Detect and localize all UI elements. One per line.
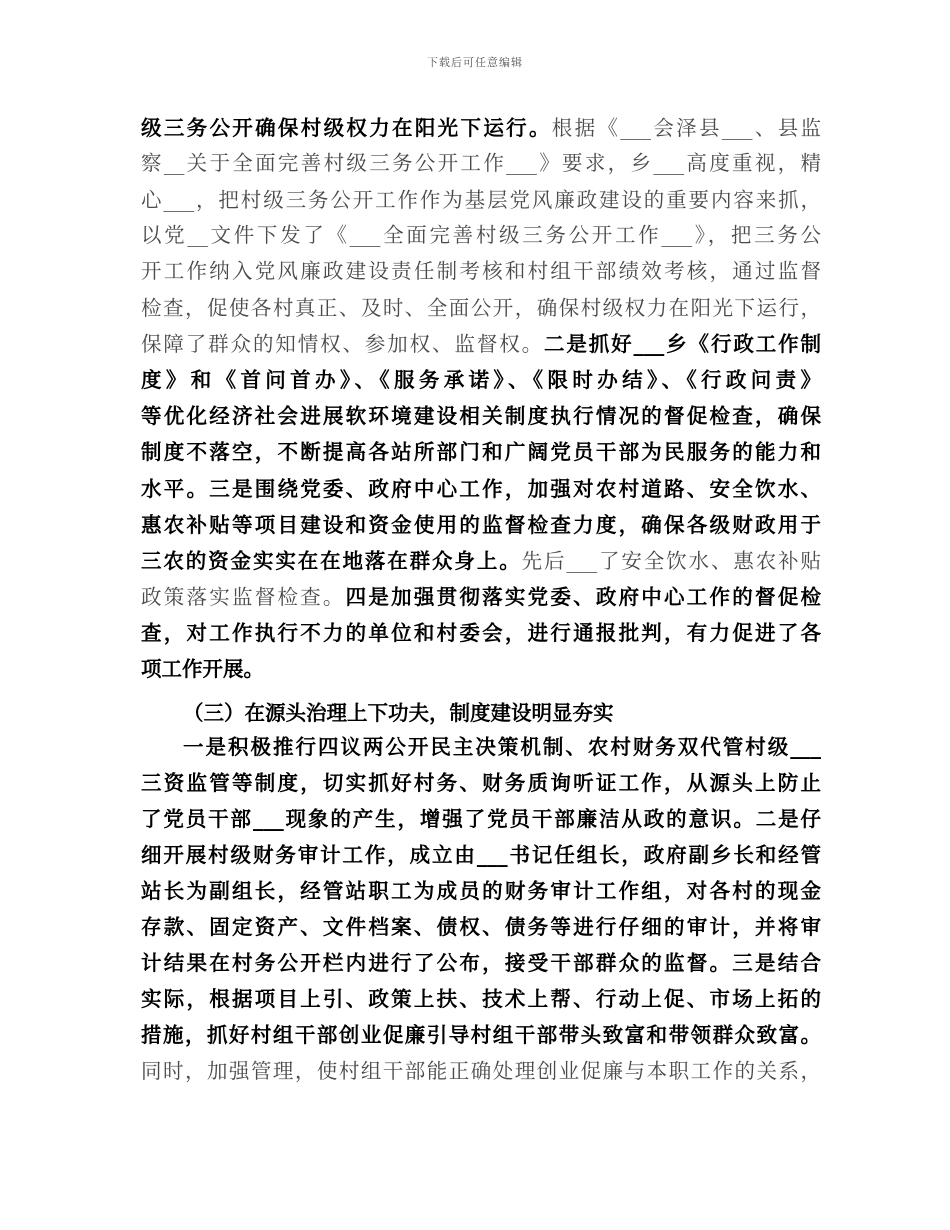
- text-line: [141, 841, 821, 869]
- bold-text-segment: 了党员干部___现象的产生，增强了党员干部廉洁从政的意识。二是仔: [141, 807, 821, 831]
- text-segment: 察__关于全面完善村级三务公开工作___》要求，乡___高度重视，精: [141, 151, 821, 175]
- text-segment: 开工作纳入党风廉政建设责任制考核和村组干部绩效考核，通过监督: [141, 259, 821, 283]
- text-segment: 政策落实监督检查。: [141, 585, 346, 609]
- bold-text-segment: 计结果在村务公开栏内进行了公布，接受干部群众的监督。三是结合: [141, 951, 821, 975]
- bold-text-segment: 细开展村级财务审计工作，成立由___书记任组长，政府副乡长和经管: [141, 843, 821, 867]
- text-line: [141, 114, 821, 142]
- text-line: [141, 402, 821, 430]
- text-line: [141, 257, 821, 285]
- text-line: [141, 366, 821, 394]
- text-line: [141, 1057, 821, 1085]
- text-line: [141, 913, 821, 941]
- text-line: [141, 294, 821, 322]
- text-line: [141, 547, 821, 575]
- text-line: [141, 583, 821, 611]
- bold-text-segment: 制度不落空，不断提高各站所部门和广阔党员干部为民服务的能力和: [141, 440, 821, 464]
- text-segment: 保障了群众的知情权、参加权、监督权。: [141, 332, 544, 356]
- page-header: 下载后可任意编辑: [427, 56, 523, 69]
- bold-text-segment: 查，对工作执行不力的单位和村委会，进行通报批判，有力促进了各: [141, 621, 821, 645]
- text-segment: 以党__文件下发了《___全面完善村级三务公开工作___》，把三务公: [141, 223, 821, 247]
- text-line: [141, 438, 821, 466]
- bold-text-segment: 措施，抓好村组干部创业促廉引导村组干部带头致富和带领群众致富。: [141, 1023, 821, 1047]
- bold-text-segment: （三）在源头治理上下功夫，制度建设明显夯实: [183, 701, 614, 725]
- text-line: [141, 475, 821, 503]
- text-line: [141, 655, 821, 683]
- bold-text-segment: 三农的资金实实在在地落在群众身上。: [141, 549, 522, 573]
- bold-text-segment: 四是加强贯彻落实党委、政府中心工作的督促检: [345, 585, 821, 609]
- text-line: [141, 985, 821, 1013]
- text-line: [141, 769, 821, 797]
- text-line: [183, 699, 821, 727]
- bold-text-segment: 二是抓好___乡《行政工作制: [543, 332, 822, 356]
- text-line: [141, 330, 821, 358]
- text-line: [141, 805, 821, 833]
- bold-text-segment: 项工作开展。: [141, 657, 264, 681]
- text-segment: 同时，加强管理，使村组干部能正确处理创业促廉与本职工作的关系，: [141, 1059, 821, 1083]
- text-line: [141, 149, 821, 177]
- bold-text-segment: 实际，根据项目上引、政策上扶、技术上帮、行动上促、市场上拓的: [141, 987, 821, 1011]
- bold-text-segment: 等优化经济社会进展软环境建设相关制度执行情况的督促检查，确保: [141, 404, 821, 428]
- text-segment: 根据《___会泽县___、县监: [551, 116, 822, 140]
- text-line: [141, 221, 821, 249]
- bold-text-segment: 站长为副组长，经管站职工为成员的财务审计工作组，对各村的现金: [141, 879, 821, 903]
- text-segment: 先后___了安全饮水、惠农补贴: [521, 549, 821, 573]
- bold-text-segment: 度》和《首问首办》、《服务承诺》、《限时办结》、《行政问责》: [141, 368, 821, 392]
- text-segment: 检查，促使各村真正、及时、全面公开，确保村级权力在阳光下运行，: [141, 296, 821, 320]
- text-line: [141, 877, 821, 905]
- bold-text-segment: 级三务公开确保村级权力在阳光下运行。: [141, 116, 552, 140]
- text-line: [141, 619, 821, 647]
- text-line: [141, 186, 821, 214]
- text-segment: 心___，把村级三务公开工作作为基层党风廉政建设的重要内容来抓，: [141, 188, 821, 212]
- bold-text-segment: 存款、固定资产、文件档案、债权、债务等进行仔细的审计，并将审: [141, 915, 821, 939]
- text-line: [141, 949, 821, 977]
- bold-text-segment: 水平。三是围绕党委、政府中心工作，加强对农村道路、安全饮水、: [141, 477, 821, 501]
- bold-text-segment: 三资监管等制度，切实抓好村务、财务质询听证工作，从源头上防止: [141, 771, 821, 795]
- text-line: [141, 1021, 821, 1049]
- bold-text-segment: 惠农补贴等项目建设和资金使用的监督检查力度，确保各级财政用于: [141, 513, 821, 537]
- text-line: [183, 733, 821, 761]
- text-line: [141, 511, 821, 539]
- bold-text-segment: 一是积极推行四议两公开民主决策机制、农村财务双代管村级___: [183, 735, 821, 759]
